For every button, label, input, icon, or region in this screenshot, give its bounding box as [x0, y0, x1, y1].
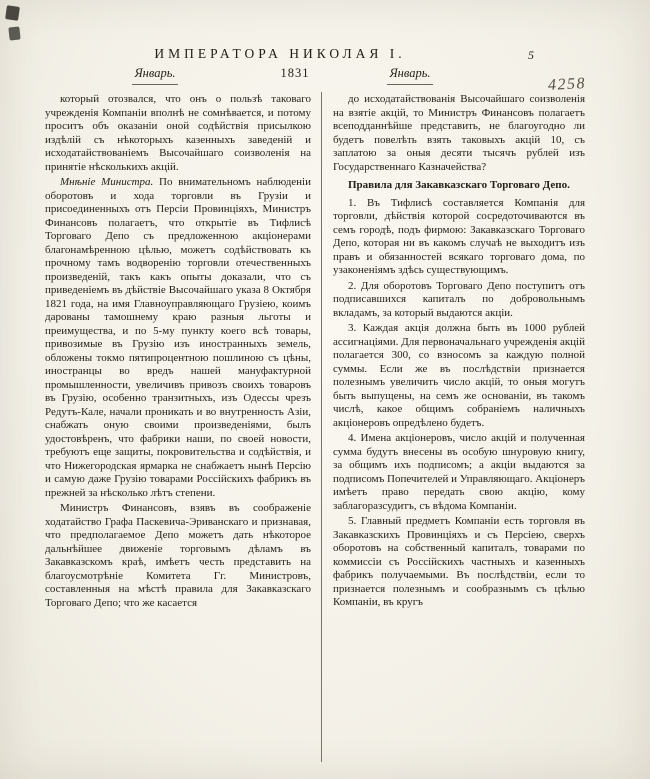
rule-item: 5. Главный предметъ Компаніи есть торговля въ Закавказскихъ Провинціяхъ и съ Персіею, сверхъ оборотовъ на собственный капиталъ, товарами по коммиссіи съ Россійскихъ частныхъ и казенныхъ фабрикъ получаемыми. Въ послѣдствіи, если то признается полезнымъ и сообразнымъ съ цѣлью Компаніи, въ кругъ — [333, 515, 585, 608]
paragraph: до исходатайствованія Высочайшаго соизволенія на взятіе акцій, то Министръ Финансовъ полагаетъ всеподданнѣйше представить, не благоугодно ли будетъ повелѣть взять таковыхъ акцій 10, съ заплатою за оныя десяти тысячъ рублей изъ Государственнаго Казначейства? — [333, 93, 585, 173]
right-month-text: Январь. — [389, 66, 431, 80]
paragraph-lead: Мнѣніе Министра. — [60, 176, 154, 188]
page-number: 5 — [528, 48, 534, 62]
month-underline-rule — [387, 84, 433, 85]
paragraph: который отозвался, что онъ о пользѣ таковаго учрежденія Компаніи вполнѣ не сомнѣвается, и потому проситъ объ оказаніи оной содѣйствія присылкою издѣлій съ нѣкоторыхъ казенныхъ заведеній и исходатайствованіемъ Высочайшаго соизволенія на принятіе нѣсколькихъ акцій. — [45, 93, 311, 173]
paragraph: Министръ Финансовъ, взявъ въ соображеніе ходатайство Графа Паскевича-Эриванскаго и признавая, что предполагаемое Депо можетъ дать нѣкоторое дальнѣйшее движеніе торговымъ дѣламъ въ Закавказскомъ краѣ, имѣетъ честь представить на благоусмотрѣніе Комитета Гг. Министровъ, составленныя на мѣстѣ правила для Закавказскаго Торговаго Депо; что же касается — [45, 502, 311, 609]
left-month-label — [95, 66, 215, 85]
rule-item: 1. Въ Тифлисѣ составляется Компанія для торговли, дѣйствія которой сосредоточиваются въ семъ городѣ, подъ фирмою: Закавказскаго Торговаго Депо, которая ни въ какомъ случаѣ не выходитъ изъ правъ и обязанностей всякаго торговаго дома, по узаконеніямъ здѣсь существующимъ. — [333, 196, 585, 276]
year-label: 1831 — [280, 66, 310, 80]
running-title: ИМПЕРАТОРА НИКОЛАЯ I. — [154, 46, 406, 61]
handwritten-margin-note: 4258 — [547, 75, 587, 94]
left-column — [45, 93, 311, 612]
left-month-text: Январь. — [134, 66, 176, 80]
right-column — [333, 93, 585, 612]
scan-artifact — [5, 5, 20, 21]
rule-item: 2. Для оборотовъ Торговаго Депо поступитъ отъ подписавшихся капиталъ по добровольнымъ вкладамъ, за который выдаются акціи. — [333, 279, 585, 319]
rule-item: 3. Каждая акція должна быть въ 1000 рублей ассигнаціями. Для первоначальнаго учрежденія акцій полагается 300, со взносомъ за каждую полной суммы. Если же въ послѣдствіи признается полезнымъ увеличить число акцій, то оныя могутъ быть выпущены, на семъ же основаніи, въ такомъ числѣ, какое общимъ собраніемъ наличныхъ акціонеровъ опредѣлено будетъ. — [333, 322, 585, 429]
paragraph — [45, 176, 311, 500]
month-underline-rule — [132, 84, 178, 85]
paragraph-text: По внимательномъ наблюденіи оборотовъ и хода торговли въ Грузіи и присоединенныхъ отъ Персіи Провинціяхъ, Министръ Финансовъ полагаетъ, что открытіе въ Тифлисѣ Торговаго Депо съ предложенною акціонерами благонамѣренною цѣлью, можетъ содѣйствовать къ прочному тамъ водворенію торговли отечественныхъ произведеній, такъ какъ опыты доказали, что съ приведеніемъ въ дѣйствіе Высочайшаго указа 8 Октября 1821 года, на имя Главноуправляющаго Грузіею, коимъ дарованы тамошнему краю разныя льготы и преимущества, и по 5-му пункту коего всѣ товары, привозимые въ Грузію изъ иностранныхъ земель, обложены токмо пятипроцентною пошлиною съ цѣны, иностранцы во вредъ нашей мануфактурной промышленности, увеличивъ привозъ своихъ товаровъ въ Грузію, особенно транзитныхъ, изъ Одессы чрезъ Редутъ-Кале, начали проникать и во внутренность Азіи, снабжать оную своими произведеніями, былъ удостовѣренъ, что фабрики наши, по своей новости, требуютъ еще защиты, покровительства и содѣйствія, и что Нижегородская ярмарка не снабжаетъ нынѣ Персію и самую даже Грузію товарами Россійскихъ фабрикъ въ прежней за нѣсколько лѣтъ степени. — [45, 176, 311, 499]
scan-artifact — [8, 26, 20, 40]
rule-item: 4. Имена акціонеровъ, число акцій и полученная сумма будутъ внесены въ особую шнуровую книгу, за общимъ ихъ подписомъ; а акціи выдаются за подписомъ Попечителей и Управляющаго. Акціонеръ имѣетъ право передать свою акцію, кому заблагоразсудитъ, съ вѣдома Компаніи. — [333, 432, 585, 512]
right-month-label — [350, 66, 470, 85]
column-divider-rule — [321, 92, 322, 762]
rules-heading: Правила для Закавказскаго Торговаго Депо. — [348, 179, 570, 191]
